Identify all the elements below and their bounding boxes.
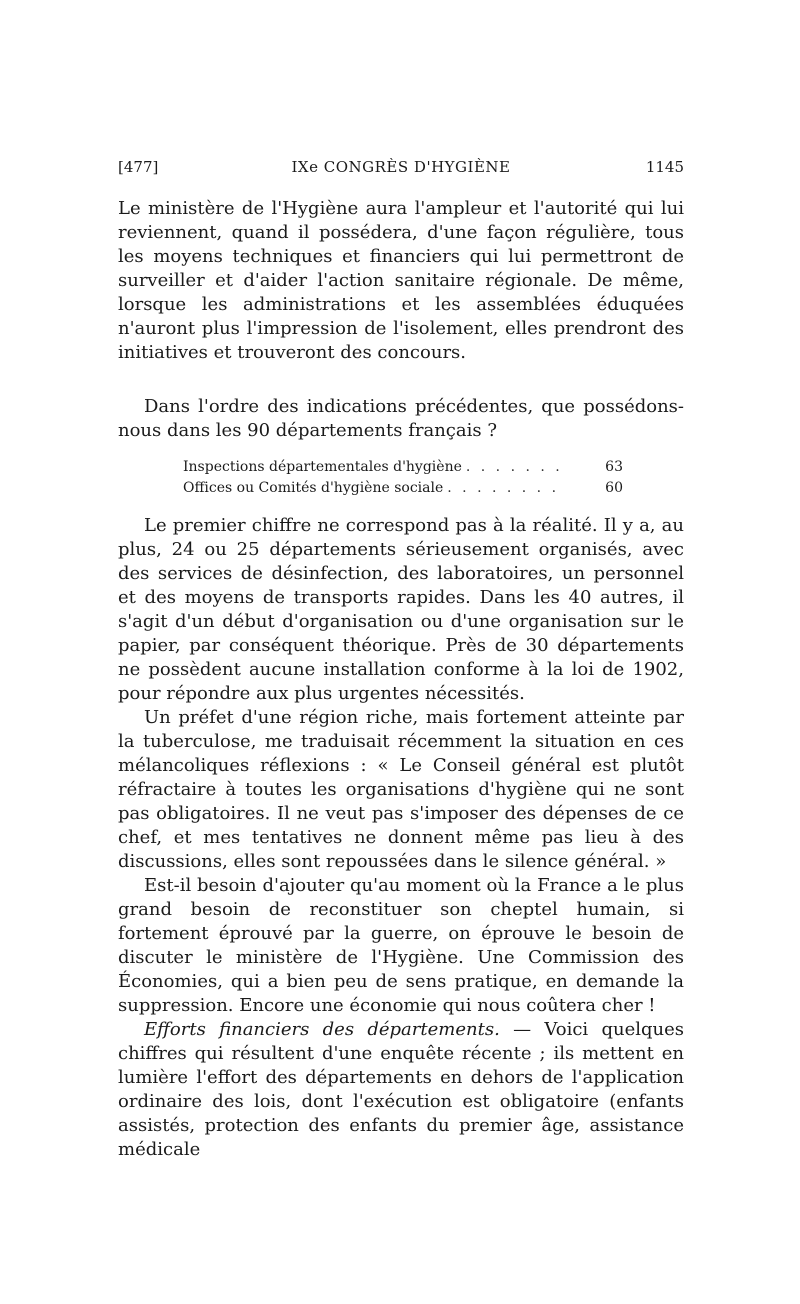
running-header bbox=[118, 158, 684, 182]
table-row bbox=[183, 457, 623, 478]
section-heading-italic: Efforts financiers des départements. bbox=[144, 1019, 500, 1040]
statistics-table bbox=[183, 457, 623, 499]
row-label: Offices ou Comités d'hygiène sociale bbox=[183, 480, 444, 496]
running-title: IXe CONGRÈS D'HYGIÈNE bbox=[291, 158, 511, 176]
paragraph-economies: Est-il besoin d'ajouter qu'au moment où la France a le plus grand besoin de reconstituer son cheptel humain, si fortement éprouvé par la guerre, on éprouve le besoin de discuter le ministère de l'Hygiène. Une Commission des Économies, qui a bien peu de sens pratique, en demande la suppression. Encore une économie qui nous coûtera cher ! bbox=[118, 875, 684, 1016]
paragraph-first-figure: Le premier chiffre ne correspond pas à la réalité. Il y a, au plus, 24 ou 25 départements sérieusement organisés, avec des services de désinfection, des laboratoires, un personnel et des moyens de transports rapides. Dans les 40 autres, il s'agit d'un début d'organisation ou d'une organisation sur le papier, par conséquent théorique. Près de 30 départements ne possèdent aucune installation conforme à la loi de 1902, pour répondre aux plus urgentes nécessités. bbox=[118, 515, 684, 704]
paragraph-body: — Voici quelques chiffres qui résultent d'une enquête récente ; ils mettent en lumière l'effort des départements en dehors de l'application ordinaire des lois, dont l'exécution est obligatoire (enfants assistés, protection des enfants du premier âge, assistance médicale bbox=[118, 1019, 684, 1160]
leader-dots: . . . . . . . . bbox=[447, 480, 560, 496]
leader-dots: . . . . . . . bbox=[465, 459, 563, 475]
page-number: 1145 bbox=[645, 158, 684, 176]
row-value: 60 bbox=[605, 480, 623, 496]
page-reference: [477] bbox=[118, 158, 159, 176]
paragraph-ministry: Le ministère de l'Hygiène aura l'ampleur et l'autorité qui lui reviennent, quand il possédera, d'une façon régulière, tous les moyens techniques et financiers qui lui permettront de surveiller et d'aider l'action sanitaire régionale. De même, lorsque les administrations et les assemblées éduquées n'auront plus l'impression de l'isolement, elles prendront des initiatives et trouveront des concours. bbox=[118, 198, 684, 363]
paragraph-question: Dans l'ordre des indications précédentes, que possédons-nous dans les 90 départements français ? bbox=[118, 396, 684, 441]
table-row bbox=[183, 478, 623, 499]
paragraph-financial-efforts bbox=[118, 1018, 684, 1162]
row-label: Inspections départementales d'hygiène bbox=[183, 459, 462, 475]
paragraph-prefect: Un préfet d'une région riche, mais fortement atteinte par la tuberculose, me traduisait récemment la situation en ces mélancoliques réflexions : « Le Conseil général est plutôt réfractaire à toutes les organisations d'hygiène qui ne sont pas obligatoires. Il ne veut pas s'imposer des dépenses de ce chef, et mes tentatives ne donnent même pas lieu à des discussions, elles sont repoussées dans le silence général. » bbox=[118, 707, 684, 872]
row-value: 63 bbox=[605, 459, 623, 475]
